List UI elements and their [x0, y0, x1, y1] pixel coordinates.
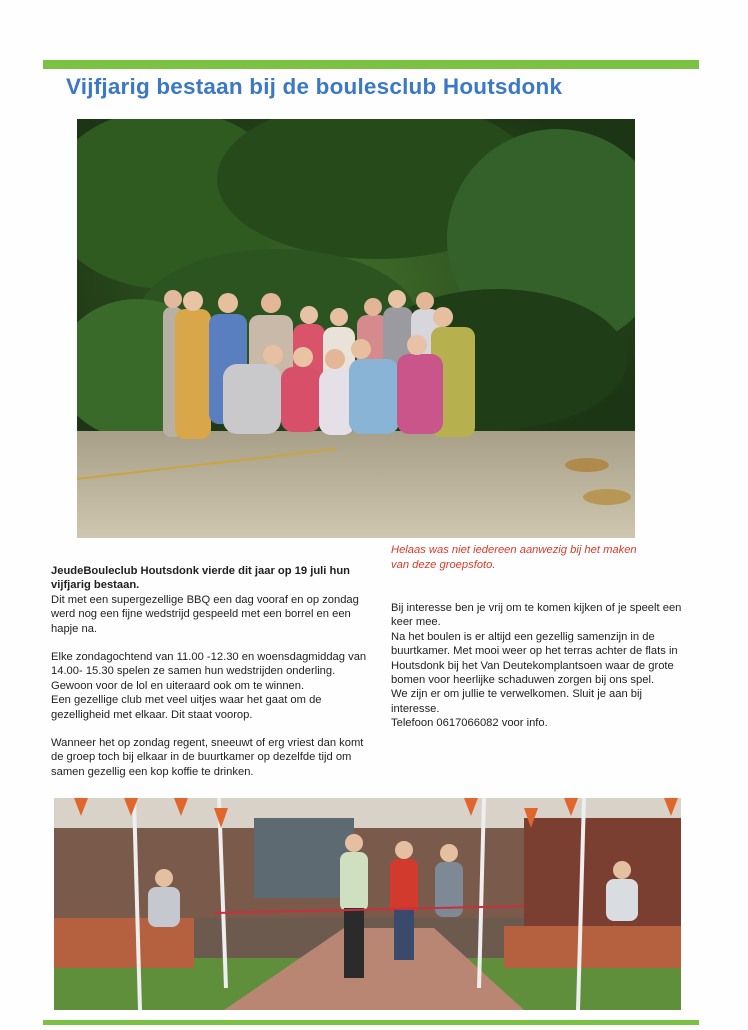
- paragraph-bbq: Dit met een supergezellige BBQ een dag vooraf en op zondag werd nog een fijne wedstrijd gespeeld met een borrel en een hapje na.: [51, 593, 359, 635]
- paragraph-schedule: Elke zondagochtend van 11.00 -12.30 en woensdagmiddag van 14.00- 15.30 spelen ze samen hun wedstrijden onderling. Gewoon voor de lol en uiteraard ook om te winnen.: [51, 651, 367, 692]
- lead-paragraph: JeudeBouleclub Houtsdonk vierde dit jaar op 19 juli hun vijfjarig bestaan.: [51, 565, 350, 592]
- paragraph-phone: Telefoon 0617066082 voor info.: [391, 717, 548, 730]
- group-photo: [77, 119, 635, 538]
- paragraph-welcome: We zijn er om jullie te verwelkomen. Sluit je aan bij interesse.: [391, 688, 642, 715]
- paragraph-weather: Wanneer het op zondag regent, sneeuwt of erg vriest dan komt de groep toch bij elkaar in de buurtkamer op dezelfde tijd om samen gezellig een kop koffie te drinken.: [51, 737, 364, 778]
- photo-caption: Helaas was niet iedereen aanwezig bij het maken van deze groepsfoto.: [391, 544, 637, 571]
- left-column: [51, 564, 376, 779]
- article-title: Vijfjarig bestaan bij de boulesclub Houtsdonk: [66, 74, 563, 99]
- ribbon-photo: [54, 798, 681, 1010]
- paragraph-afterwards: Na het boulen is er altijd een gezellig samenzijn in de buurtkamer. Met mooi weer op het terras achter de flats in Houtsdonk bij het Van Deutekomplantsoen waar de grote bomen voor heerlijke schaduwen zorgen bij ons spel.: [391, 630, 678, 687]
- right-column: [391, 601, 691, 731]
- paragraph-gap: [51, 636, 376, 650]
- bottom-green-rule: [43, 1020, 699, 1025]
- group-photo-image: [77, 119, 635, 538]
- ribbon-photo-image: [54, 798, 681, 1010]
- paragraph-club: Een gezellige club met veel uitjes waar het gaat om de gezelligheid met elkaar. Dit staat voorop.: [51, 694, 322, 721]
- paragraph-interest: Bij interesse ben je vrij om te komen kijken of je speelt een keer mee.: [391, 602, 682, 629]
- top-green-rule: [43, 60, 699, 69]
- paragraph-gap: [51, 722, 376, 736]
